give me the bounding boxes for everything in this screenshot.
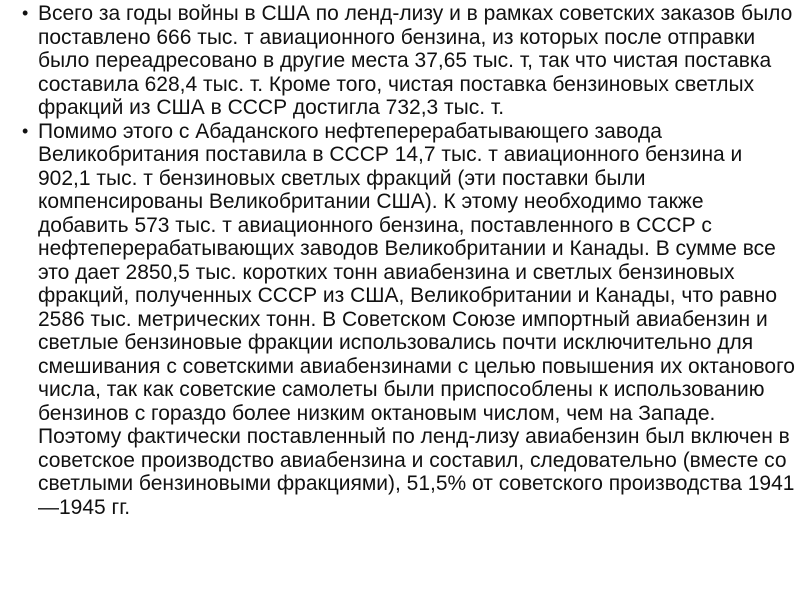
bullet-dot-icon: • <box>22 120 29 141</box>
bullet-list <box>20 2 795 519</box>
paragraph-text: Помимо этого с Абаданского нефтеперерабатывающего завода Великобритания поставила в СССР 14,7 тыс. т авиационного бензина и 902,1 тыс. т бензиновых светлых фракций (эти поставки были компенсированы Великобритании США). К этому необходимо также добавить 573 тыс. т авиационного бензина, поставленного в СССР с нефтеперерабатывающих заводов Великобритании и Канады. В сумме все это дает 2850,5 тыс. коротких тонн авиабензина и светлых бензиновых фракций, полученных СССР из США, Великобритании и Канады, что равно 2586 тыс. метрических тонн. В Советском Союзе импортный авиабензин и светлые бензиновые фракции использовались почти исключительно для смешивания с советскими авиабензинами с целью повышения их октанового числа, так как советские самолеты были приспособлены к использованию бензинов с гораздо более низким октановым числом, чем на Западе. Поэтому фактически поставленный по ленд-лизу авиабензин был включен в советское производство авиабензина и составил, следовательно (вместе со светлыми бензиновыми фракциями), 51,5% от советского производства 1941—1945 гг. <box>38 119 795 519</box>
bullet-dot-icon: • <box>22 3 29 23</box>
paragraph-text: Всего за годы войны в США по ленд-лизу и в рамках советских заказов было поставлено 666 тыс. т авиационного бензина, из которых после отправки было переадресовано в другие места 37,65 тыс. т, так что чистая поставка составила 628,4 тыс. т. Кроме того, чистая поставка бензиновых светлых фракций из США в СССР достигла 732,3 тыс. т. <box>38 2 793 119</box>
bullet-item-lend-lease-usa <box>20 2 795 120</box>
bullet-item-britain-canada <box>20 120 795 520</box>
